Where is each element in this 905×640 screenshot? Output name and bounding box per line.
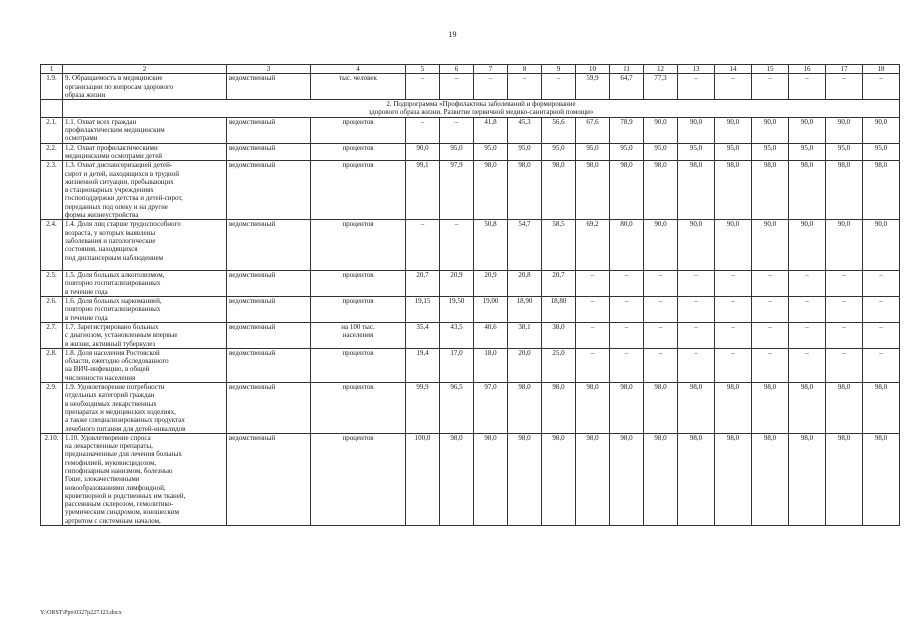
- column-header: 6: [440, 65, 474, 74]
- column-header: 18: [863, 65, 900, 74]
- value-cell: 95,0: [789, 143, 826, 161]
- column-header: 2: [63, 65, 227, 74]
- value-cell: 18,90: [508, 297, 542, 323]
- value-cell: –: [789, 74, 826, 100]
- unit-line: процентов: [342, 220, 374, 229]
- value-cell: 19,50: [440, 297, 474, 323]
- table-row: [41, 322, 900, 348]
- table-row: [41, 297, 900, 323]
- indicator-source: ведомственный: [227, 322, 311, 348]
- value-cell: 90,0: [644, 220, 678, 271]
- value-cell: 98,0: [678, 383, 715, 434]
- indicator-name-line: 1.1. Охват всех граждан: [65, 117, 137, 126]
- value-cell: –: [752, 74, 789, 100]
- indicator-name-line: возраста, у которых выявлены: [65, 228, 156, 237]
- value-cell: –: [610, 348, 644, 382]
- column-header: 10: [576, 65, 610, 74]
- value-cell: 98,0: [644, 433, 678, 525]
- value-cell: 20,9: [474, 271, 508, 297]
- value-cell: –: [826, 271, 863, 297]
- indicator-name-line: с диагнозом, установленным впервые: [65, 331, 178, 340]
- indicator-name-line: медицинскими осмотрами детей: [65, 151, 163, 160]
- row-number: 2.5.: [41, 271, 63, 297]
- column-header: 8: [508, 65, 542, 74]
- value-cell: –: [644, 271, 678, 297]
- value-cell: 95,0: [542, 143, 576, 161]
- value-cell: 90,0: [826, 117, 863, 143]
- indicator-name-line: на ВИЧ-инфекцию, в общей: [65, 365, 150, 374]
- row-number: 2.1.: [41, 117, 63, 143]
- value-cell: 98,0: [826, 433, 863, 525]
- value-cell: –: [826, 74, 863, 100]
- indicator-name-line: предназначенные для лечения больных: [65, 450, 182, 459]
- value-cell: –: [826, 348, 863, 382]
- unit-of-measure: [311, 161, 406, 220]
- value-cell: –: [678, 297, 715, 323]
- indicator-name-line: 1.9. Удовлетворение потребности: [65, 383, 165, 392]
- value-cell: 90,0: [715, 220, 752, 271]
- value-cell: 19,00: [474, 297, 508, 323]
- value-cell: –: [508, 74, 542, 100]
- indicator-name-line: сирот и детей, находящихся в трудной: [65, 169, 180, 178]
- unit-line: населения: [342, 331, 374, 340]
- indicator-name-line: госпоподдержки детства и детей-сирот,: [65, 194, 183, 203]
- indicator-name-line: в жизни, активный туберкулез: [65, 339, 156, 348]
- value-cell: 41,8: [474, 117, 508, 143]
- row-number: 2.4.: [41, 220, 63, 271]
- value-cell: 18,0: [474, 348, 508, 382]
- indicator-name-line: препаратах и медицинских изделиях,: [65, 407, 176, 416]
- value-cell: 90,0: [644, 117, 678, 143]
- value-cell: 98,0: [826, 383, 863, 434]
- column-header: 9: [542, 65, 576, 74]
- value-cell: –: [542, 74, 576, 100]
- page-number: 19: [448, 30, 457, 39]
- value-cell: 38,1: [508, 322, 542, 348]
- value-cell: 80,0: [610, 220, 644, 271]
- value-cell: 98,0: [789, 161, 826, 220]
- indicator-source: ведомственный: [227, 117, 311, 143]
- value-cell: 54,7: [508, 220, 542, 271]
- indicator-name-line: лечебного питания для детей-инвалидов: [65, 424, 186, 433]
- indicator-name-line: состояния, находящихся: [65, 245, 138, 254]
- value-cell: 98,0: [752, 383, 789, 434]
- indicator-name-line: численности населения: [65, 373, 136, 382]
- value-cell: 90,0: [752, 117, 789, 143]
- indicator-name-line: жизненной ситуации, пребывающих: [65, 177, 174, 186]
- value-cell: –: [440, 117, 474, 143]
- value-cell: 95,0: [576, 143, 610, 161]
- value-cell: 19,15: [406, 297, 440, 323]
- column-header: 16: [789, 65, 826, 74]
- value-cell: –: [406, 220, 440, 271]
- value-cell: –: [752, 297, 789, 323]
- unit-line: процентов: [342, 161, 374, 170]
- value-cell: –: [678, 322, 715, 348]
- value-cell: 95,0: [863, 143, 900, 161]
- indicator-name-line: осмотрами: [65, 134, 98, 143]
- indicator-name-line: формы жизнеустройства: [65, 211, 139, 220]
- unit-line: на 100 тыс.: [341, 322, 375, 331]
- indicator-name: [63, 74, 227, 100]
- indicator-name-line: 1.3. Охват диспансеризацией детей-: [65, 161, 173, 170]
- value-cell: –: [826, 297, 863, 323]
- value-cell: –: [715, 74, 752, 100]
- unit-line: процентов: [342, 143, 374, 152]
- value-cell: 95,0: [715, 143, 752, 161]
- value-cell: 98,0: [644, 383, 678, 434]
- unit-line: процентов: [342, 433, 374, 442]
- header-row: [41, 65, 900, 74]
- indicator-source: ведомственный: [227, 143, 311, 161]
- value-cell: –: [576, 348, 610, 382]
- value-cell: 98,0: [474, 433, 508, 525]
- value-cell: –: [644, 322, 678, 348]
- value-cell: 35,4: [406, 322, 440, 348]
- indicator-name-line: рассеянным склерозом, гемолитико-: [65, 500, 174, 509]
- column-header: 11: [610, 65, 644, 74]
- value-cell: 59,9: [576, 74, 610, 100]
- indicators-table: [40, 64, 900, 526]
- indicator-name-line: артритом с системным началом,: [65, 516, 161, 525]
- value-cell: 64,7: [610, 74, 644, 100]
- indicator-name-line: 1.4. Доля лиц старше трудоспособного: [65, 220, 181, 229]
- indicator-name: [63, 271, 227, 297]
- value-cell: 90,0: [863, 117, 900, 143]
- value-cell: 98,0: [644, 161, 678, 220]
- value-cell: 58,5: [542, 220, 576, 271]
- indicator-name-line: в течение года: [65, 313, 108, 322]
- indicator-name-line: 1.6. Доля больных наркоманией,: [65, 297, 162, 306]
- value-cell: 99,1: [406, 161, 440, 220]
- table-row: [41, 348, 900, 382]
- value-cell: –: [715, 322, 752, 348]
- indicator-name-line: 1.2. Охват профилактическими: [65, 143, 158, 152]
- indicator-name-line: уремическим синдромом, юношеским: [65, 508, 180, 517]
- value-cell: 99,9: [406, 383, 440, 434]
- unit-of-measure: [311, 143, 406, 161]
- value-cell: 98,0: [678, 161, 715, 220]
- indicator-name-line: в стационарных учреждениях: [65, 186, 154, 195]
- value-cell: –: [644, 348, 678, 382]
- value-cell: 98,0: [542, 383, 576, 434]
- indicator-name: [63, 322, 227, 348]
- column-header: 17: [826, 65, 863, 74]
- value-cell: 95,0: [678, 143, 715, 161]
- indicator-name-line: 1.8. Доля населения Ростовской: [65, 348, 160, 357]
- value-cell: 95,0: [644, 143, 678, 161]
- value-cell: 98,0: [752, 433, 789, 525]
- value-cell: –: [789, 297, 826, 323]
- value-cell: 95,0: [508, 143, 542, 161]
- value-cell: 98,0: [508, 161, 542, 220]
- value-cell: 95,0: [610, 143, 644, 161]
- unit-of-measure: [311, 271, 406, 297]
- value-cell: 67,6: [576, 117, 610, 143]
- value-cell: 25,0: [542, 348, 576, 382]
- value-cell: 98,0: [610, 433, 644, 525]
- value-cell: –: [863, 322, 900, 348]
- unit-line: процентов: [342, 117, 374, 126]
- indicator-name-line: Гоше, злокачественными: [65, 475, 140, 484]
- indicator-name: [63, 383, 227, 434]
- unit-of-measure: [311, 433, 406, 525]
- column-header: 4: [311, 65, 406, 74]
- value-cell: 95,0: [474, 143, 508, 161]
- value-cell: 20,7: [406, 271, 440, 297]
- value-cell: –: [863, 348, 900, 382]
- value-cell: 97,9: [440, 161, 474, 220]
- value-cell: 98,0: [863, 383, 900, 434]
- unit-line: тыс. человек: [339, 74, 377, 83]
- value-cell: 90,0: [863, 220, 900, 271]
- value-cell: 90,0: [789, 117, 826, 143]
- value-cell: –: [789, 348, 826, 382]
- indicator-name: [63, 117, 227, 143]
- value-cell: –: [715, 348, 752, 382]
- indicator-name-line: области, ежегодно обследованного: [65, 357, 169, 366]
- value-cell: 69,2: [576, 220, 610, 271]
- file-path-footer: Y:\ORST\Ppo\0327p227.f23.docx: [40, 610, 122, 616]
- row-number: 2.2.: [41, 143, 63, 161]
- indicator-name: [63, 161, 227, 220]
- row-number: 2.7.: [41, 322, 63, 348]
- value-cell: –: [406, 117, 440, 143]
- row-number: 1.9.: [41, 74, 63, 100]
- value-cell: 98,0: [715, 383, 752, 434]
- section-empty-cell: [41, 100, 63, 118]
- indicator-source: ведомственный: [227, 297, 311, 323]
- value-cell: –: [610, 297, 644, 323]
- indicator-name-line: 1.5. Доля больных алкоголизмом,: [65, 271, 165, 280]
- row-number: 2.8.: [41, 348, 63, 382]
- value-cell: 98,0: [542, 433, 576, 525]
- table-row: [41, 383, 900, 434]
- value-cell: –: [863, 297, 900, 323]
- unit-of-measure: [311, 348, 406, 382]
- indicator-name: [63, 348, 227, 382]
- indicator-name-line: 1.10. Удовлетворение спроса: [65, 433, 151, 442]
- value-cell: –: [789, 271, 826, 297]
- unit-of-measure: [311, 383, 406, 434]
- value-cell: 45,3: [508, 117, 542, 143]
- indicator-source: ведомственный: [227, 74, 311, 100]
- unit-line: процентов: [342, 271, 374, 280]
- value-cell: –: [863, 271, 900, 297]
- value-cell: 98,0: [863, 433, 900, 525]
- indicator-name-line: повторно госпитализированных: [65, 279, 161, 288]
- indicator-name: [63, 220, 227, 271]
- value-cell: –: [752, 322, 789, 348]
- value-cell: –: [678, 271, 715, 297]
- table-row: [41, 161, 900, 220]
- value-cell: 98,0: [610, 383, 644, 434]
- column-header: 3: [227, 65, 311, 74]
- indicator-name-line: 1.7. Зарегистрировано больных: [65, 322, 159, 331]
- value-cell: 97,0: [474, 383, 508, 434]
- section-row: [41, 100, 900, 118]
- value-cell: 98,0: [508, 433, 542, 525]
- table-row: [41, 220, 900, 271]
- value-cell: –: [440, 220, 474, 271]
- indicator-name-line: а также специализированных продуктах: [65, 416, 185, 425]
- indicator-name: [63, 143, 227, 161]
- value-cell: 90,0: [678, 117, 715, 143]
- value-cell: 98,0: [610, 161, 644, 220]
- unit-of-measure: [311, 220, 406, 271]
- indicator-name-line: новообразованиями лимфоидной,: [65, 483, 166, 492]
- indicator-name-line: под диспансерным наблюдением: [65, 253, 164, 262]
- column-header: 13: [678, 65, 715, 74]
- column-header: 14: [715, 65, 752, 74]
- value-cell: 100,0: [406, 433, 440, 525]
- value-cell: –: [678, 74, 715, 100]
- value-cell: –: [610, 322, 644, 348]
- value-cell: 98,0: [508, 383, 542, 434]
- value-cell: 98,0: [576, 433, 610, 525]
- value-cell: –: [752, 348, 789, 382]
- value-cell: 98,0: [576, 161, 610, 220]
- value-cell: 90,0: [406, 143, 440, 161]
- value-cell: 20,9: [440, 271, 474, 297]
- indicator-name: [63, 297, 227, 323]
- indicator-name-line: повторно госпитализированных: [65, 305, 161, 314]
- value-cell: –: [576, 297, 610, 323]
- row-number: 2.9.: [41, 383, 63, 434]
- value-cell: 77,3: [644, 74, 678, 100]
- indicator-name-line: в течение года: [65, 287, 108, 296]
- unit-of-measure: [311, 74, 406, 100]
- value-cell: 20,8: [508, 271, 542, 297]
- value-cell: –: [576, 271, 610, 297]
- value-cell: 90,0: [752, 220, 789, 271]
- indicator-name-line: переданных под опеку и на другие: [65, 202, 169, 211]
- value-cell: 90,0: [826, 220, 863, 271]
- value-cell: 95,0: [826, 143, 863, 161]
- value-cell: 78,9: [610, 117, 644, 143]
- indicator-name-line: гипофизарным нанизмом, болезнью: [65, 467, 173, 475]
- value-cell: 98,0: [542, 161, 576, 220]
- value-cell: 98,0: [715, 433, 752, 525]
- column-header: 12: [644, 65, 678, 74]
- indicator-name-line: профилактическим медицинским: [65, 126, 165, 135]
- value-cell: 95,0: [752, 143, 789, 161]
- value-cell: –: [789, 322, 826, 348]
- value-cell: –: [610, 271, 644, 297]
- value-cell: 18,80: [542, 297, 576, 323]
- unit-of-measure: [311, 297, 406, 323]
- value-cell: –: [440, 74, 474, 100]
- section-title-line: 2. Подпрограмма «Профилактика заболеваний и формирование: [386, 100, 576, 109]
- row-number: 2.10.: [41, 433, 63, 525]
- section-title-line: здорового образа жизни. Развитие первичной медико-санитарной помощи»: [368, 108, 594, 117]
- value-cell: 98,0: [474, 161, 508, 220]
- indicator-source: ведомственный: [227, 433, 311, 525]
- value-cell: 20,0: [508, 348, 542, 382]
- value-cell: 95,0: [440, 143, 474, 161]
- value-cell: 96,5: [440, 383, 474, 434]
- table-row: [41, 433, 900, 525]
- unit-of-measure: [311, 322, 406, 348]
- indicator-source: ведомственный: [227, 220, 311, 271]
- indicator-name-line: в необходимых лекарственных: [65, 399, 157, 408]
- value-cell: –: [406, 74, 440, 100]
- indicator-name-line: гемофилией, муковисцидозом,: [65, 458, 157, 467]
- column-header: 5: [406, 65, 440, 74]
- indicator-name-line: образа жизни: [65, 90, 106, 99]
- indicator-source: ведомственный: [227, 161, 311, 220]
- value-cell: –: [715, 271, 752, 297]
- value-cell: 98,0: [576, 383, 610, 434]
- row-number: 2.6.: [41, 297, 63, 323]
- value-cell: –: [576, 322, 610, 348]
- column-header: 1: [41, 65, 63, 74]
- value-cell: –: [826, 322, 863, 348]
- table-row: [41, 143, 900, 161]
- indicator-name-line: на лекарственные препараты,: [65, 442, 153, 451]
- value-cell: 56,6: [542, 117, 576, 143]
- indicator-source: ведомственный: [227, 348, 311, 382]
- indicator-source: ведомственный: [227, 271, 311, 297]
- indicator-name: [63, 433, 227, 525]
- value-cell: –: [678, 348, 715, 382]
- value-cell: 98,0: [863, 161, 900, 220]
- table-row: [41, 271, 900, 297]
- value-cell: 50,8: [474, 220, 508, 271]
- value-cell: 90,0: [715, 117, 752, 143]
- unit-of-measure: [311, 117, 406, 143]
- value-cell: 98,0: [440, 433, 474, 525]
- value-cell: –: [644, 297, 678, 323]
- value-cell: 17,0: [440, 348, 474, 382]
- value-cell: 98,0: [752, 161, 789, 220]
- value-cell: 98,0: [789, 433, 826, 525]
- value-cell: –: [715, 297, 752, 323]
- value-cell: 98,0: [789, 383, 826, 434]
- value-cell: –: [863, 74, 900, 100]
- indicator-name-line: отдельных категорий граждан: [65, 391, 155, 400]
- unit-line: процентов: [342, 348, 374, 357]
- column-header: 15: [752, 65, 789, 74]
- table-row: [41, 117, 900, 143]
- value-cell: 38,0: [542, 322, 576, 348]
- value-cell: 90,0: [678, 220, 715, 271]
- section-title: [63, 100, 900, 118]
- value-cell: 43,5: [440, 322, 474, 348]
- value-cell: 20,7: [542, 271, 576, 297]
- indicator-name-line: 9. Обращаемость в медицинские: [65, 74, 163, 83]
- value-cell: –: [752, 271, 789, 297]
- indicator-source: ведомственный: [227, 383, 311, 434]
- value-cell: 98,0: [678, 433, 715, 525]
- indicator-name-line: заболевания и патологические: [65, 236, 156, 245]
- unit-line: процентов: [342, 383, 374, 392]
- value-cell: 19,4: [406, 348, 440, 382]
- value-cell: 40,6: [474, 322, 508, 348]
- column-header: 7: [474, 65, 508, 74]
- unit-line: процентов: [342, 297, 374, 306]
- indicator-name-line: организации по вопросам здорового: [65, 82, 174, 91]
- row-number: 2.3.: [41, 161, 63, 220]
- value-cell: 90,0: [789, 220, 826, 271]
- indicator-name-line: кроветворной и родственных им тканей,: [65, 491, 186, 500]
- table-row: [41, 74, 900, 100]
- value-cell: 98,0: [715, 161, 752, 220]
- value-cell: –: [474, 74, 508, 100]
- value-cell: 98,0: [826, 161, 863, 220]
